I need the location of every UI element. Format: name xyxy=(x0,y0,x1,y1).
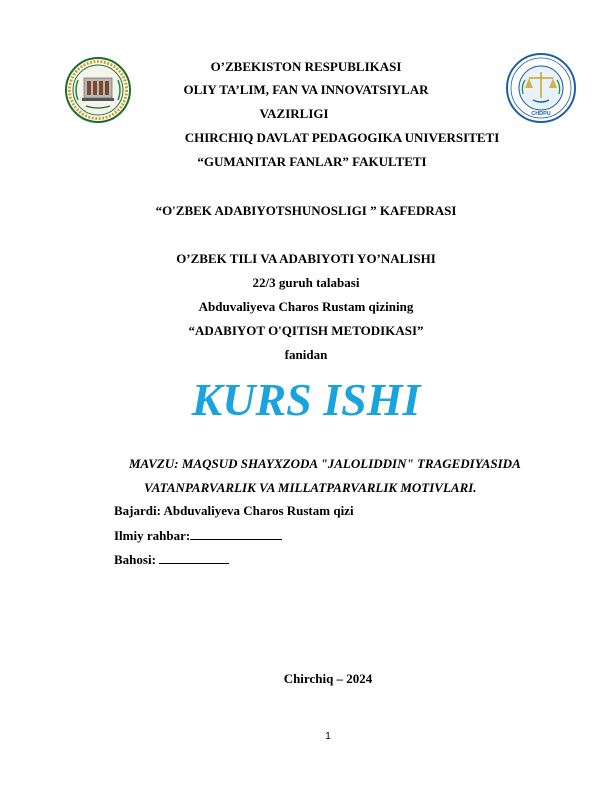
subject-suffix-line: fanidan xyxy=(284,347,328,362)
advisor-field xyxy=(114,527,282,544)
header-line-country: O’ZBEKISTON RESPUBLIKASI xyxy=(210,59,402,74)
author-field: Bajardi: Abduvaliyeva Charos Rustam qizi xyxy=(114,503,354,518)
subject-line: “ADABIYOT O'QITISH METODIKASI” xyxy=(188,323,424,338)
header-line-faculty: “GUMANITAR FANLAR” FAKULTETI xyxy=(197,154,427,169)
advisor-blank-line xyxy=(190,527,282,540)
grade-field xyxy=(114,551,229,568)
place-year: Chirchiq – 2024 xyxy=(283,671,373,686)
header-line-ministry-2: VAZIRLIGI xyxy=(259,106,329,121)
program-line: O’ZBEK TILI VA ADABIYOTI YO’NALISHI xyxy=(176,251,436,266)
header-line-university: CHIRCHIQ DAVLAT PEDAGOGIKA UNIVERSITETI xyxy=(184,130,500,145)
document-title: KURS ISHI xyxy=(191,374,421,425)
student-line: Abduvaliyeva Charos Rustam qizining xyxy=(198,299,414,314)
group-line: 22/3 guruh talabasi xyxy=(252,275,360,290)
department-name: “O'ZBEK ADABIYOTSHUNOSLIGI ” KAFEDRASI xyxy=(155,203,457,218)
grade-blank-line xyxy=(159,551,229,564)
page-number: 1 xyxy=(325,731,331,742)
topic-line-2: VATANPARVARLIK VA MILLATPARVARLIK MOTIVLARI. xyxy=(144,480,477,495)
header-line-ministry: OLIY TA’LIM, FAN VA INNOVATSIYLAR xyxy=(183,82,429,97)
advisor-label: Ilmiy rahbar: xyxy=(114,528,191,543)
faculty-seal-caption: CHDPU xyxy=(531,111,551,117)
topic-line-1: MAVZU: MAQSUD SHAYXZODA "JALOLIDDIN" TRAGEDIYASIDA xyxy=(129,456,521,471)
grade-label: Bahosi: xyxy=(114,552,156,567)
